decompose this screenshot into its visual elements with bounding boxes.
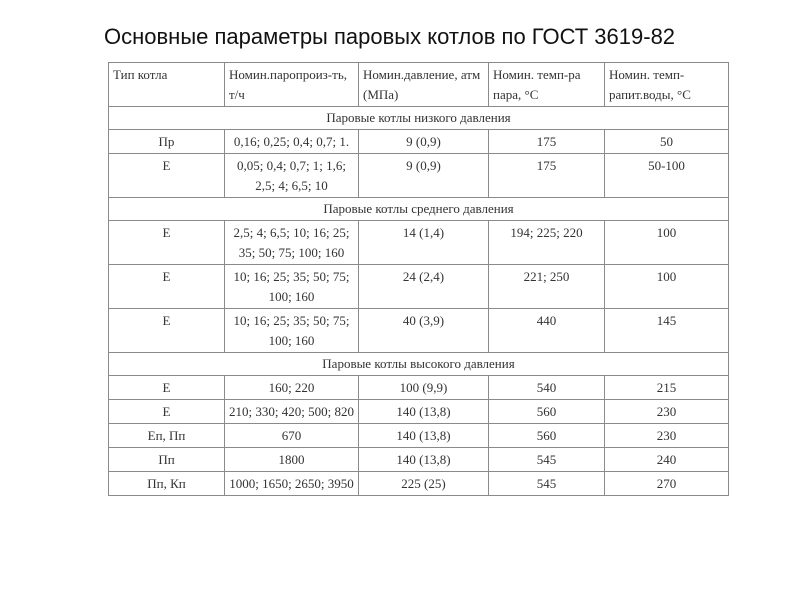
table-row <box>109 130 729 154</box>
cell-feedwater-temperature: 230 <box>605 424 729 448</box>
cell-pressure: 140 (13,8) <box>359 424 489 448</box>
cell-feedwater-temperature: 240 <box>605 448 729 472</box>
cell-steam-temperature: 194; 225; 220 <box>489 221 605 265</box>
cell-steam-temperature: 175 <box>489 130 605 154</box>
cell-capacity: 160; 220 <box>225 376 359 400</box>
cell-steam-temperature: 545 <box>489 472 605 496</box>
table-header-row <box>109 63 729 107</box>
cell-pressure: 225 (25) <box>359 472 489 496</box>
cell-boiler-type: Е <box>109 376 225 400</box>
cell-capacity: 1000; 1650; 2650; 3950 <box>225 472 359 496</box>
header-capacity: Номин.паропроиз-ть, т/ч <box>225 63 359 107</box>
cell-feedwater-temperature: 145 <box>605 309 729 353</box>
section-row <box>109 107 729 130</box>
cell-pressure: 24 (2,4) <box>359 265 489 309</box>
cell-steam-temperature: 221; 250 <box>489 265 605 309</box>
cell-steam-temperature: 175 <box>489 154 605 198</box>
cell-steam-temperature: 440 <box>489 309 605 353</box>
cell-boiler-type: Пп <box>109 448 225 472</box>
page-title: Основные параметры паровых котлов по ГОСТ 3619-82 <box>104 24 676 49</box>
cell-feedwater-temperature: 230 <box>605 400 729 424</box>
cell-capacity: 0,16; 0,25; 0,4; 0,7; 1. <box>225 130 359 154</box>
header-steam-temperature: Номин. темп-ра пара, °С <box>489 63 605 107</box>
cell-boiler-type: Е <box>109 309 225 353</box>
cell-boiler-type: Е <box>109 400 225 424</box>
cell-feedwater-temperature: 50 <box>605 130 729 154</box>
cell-pressure: 14 (1,4) <box>359 221 489 265</box>
cell-feedwater-temperature: 100 <box>605 221 729 265</box>
cell-pressure: 9 (0,9) <box>359 154 489 198</box>
cell-capacity: 210; 330; 420; 500; 820 <box>225 400 359 424</box>
table-row <box>109 221 729 265</box>
cell-pressure: 140 (13,8) <box>359 448 489 472</box>
header-boiler-type: Тип котла <box>109 63 225 107</box>
table-row <box>109 400 729 424</box>
boiler-parameters-table <box>108 62 729 496</box>
table-row <box>109 376 729 400</box>
table-row <box>109 154 729 198</box>
cell-boiler-type: Е <box>109 154 225 198</box>
cell-steam-temperature: 560 <box>489 424 605 448</box>
cell-boiler-type: Еп, Пп <box>109 424 225 448</box>
cell-feedwater-temperature: 50-100 <box>605 154 729 198</box>
table-row <box>109 448 729 472</box>
table-row <box>109 309 729 353</box>
cell-boiler-type: Е <box>109 221 225 265</box>
cell-steam-temperature: 560 <box>489 400 605 424</box>
table-row <box>109 265 729 309</box>
cell-pressure: 100 (9,9) <box>359 376 489 400</box>
table-body <box>109 107 729 496</box>
cell-boiler-type: Е <box>109 265 225 309</box>
cell-steam-temperature: 545 <box>489 448 605 472</box>
cell-pressure: 9 (0,9) <box>359 130 489 154</box>
table-row <box>109 424 729 448</box>
cell-capacity: 0,05; 0,4; 0,7; 1; 1,6; 2,5; 4; 6,5; 10 <box>225 154 359 198</box>
header-feedwater-temperature: Номин. темп-рапит.воды, °С <box>605 63 729 107</box>
section-row <box>109 353 729 376</box>
section-label: Паровые котлы низкого давления <box>109 107 729 130</box>
cell-boiler-type: Пр <box>109 130 225 154</box>
cell-feedwater-temperature: 270 <box>605 472 729 496</box>
section-row <box>109 198 729 221</box>
cell-capacity: 2,5; 4; 6,5; 10; 16; 25; 35; 50; 75; 100; 160 <box>225 221 359 265</box>
cell-capacity: 1800 <box>225 448 359 472</box>
header-pressure: Номин.давление, атм (МПа) <box>359 63 489 107</box>
cell-steam-temperature: 540 <box>489 376 605 400</box>
cell-pressure: 40 (3,9) <box>359 309 489 353</box>
cell-feedwater-temperature: 215 <box>605 376 729 400</box>
section-label: Паровые котлы высокого давления <box>109 353 729 376</box>
cell-capacity: 10; 16; 25; 35; 50; 75; 100; 160 <box>225 265 359 309</box>
cell-feedwater-temperature: 100 <box>605 265 729 309</box>
cell-boiler-type: Пп, Кп <box>109 472 225 496</box>
section-label: Паровые котлы среднего давления <box>109 198 729 221</box>
cell-capacity: 10; 16; 25; 35; 50; 75; 100; 160 <box>225 309 359 353</box>
cell-capacity: 670 <box>225 424 359 448</box>
cell-pressure: 140 (13,8) <box>359 400 489 424</box>
table-row <box>109 472 729 496</box>
